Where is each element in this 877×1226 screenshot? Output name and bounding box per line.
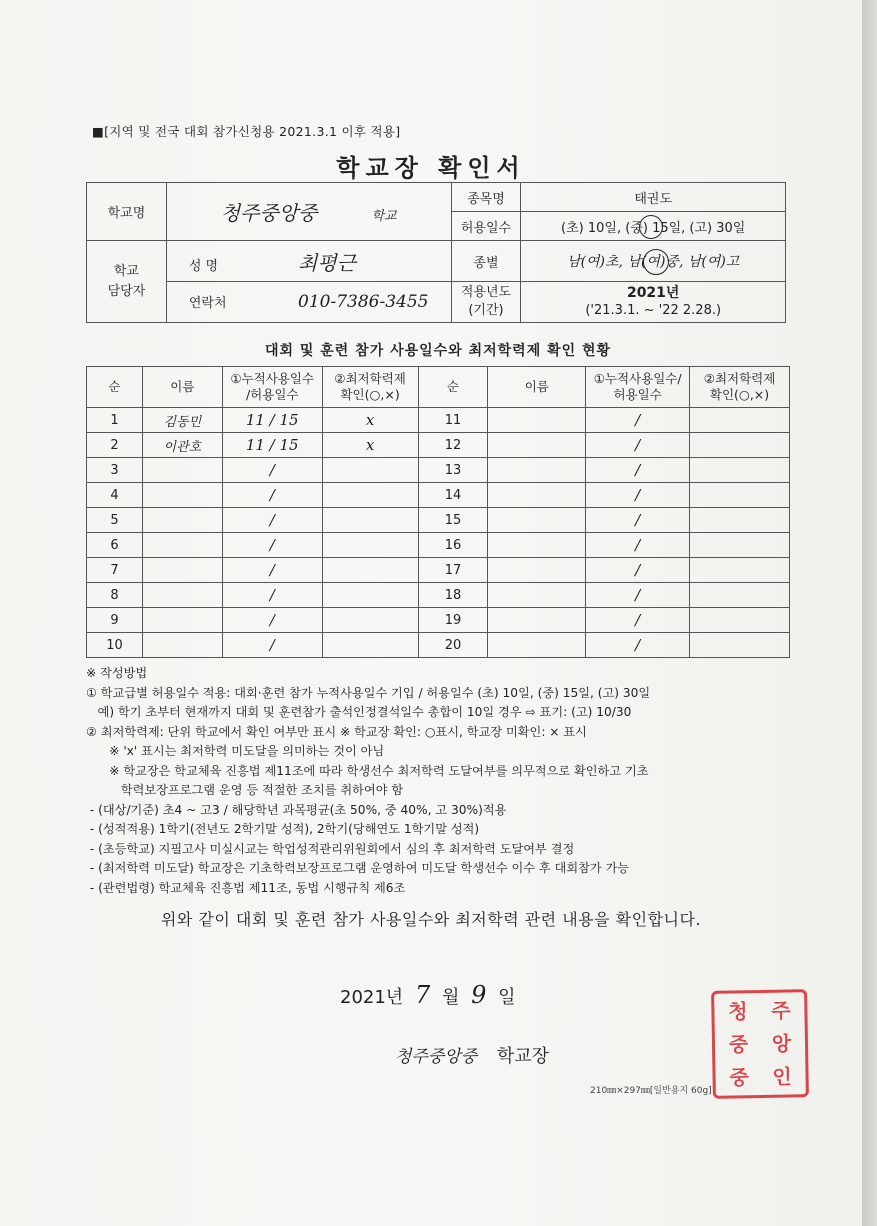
row-no: 17 (418, 558, 488, 583)
row-check: x (322, 433, 418, 458)
row-days: / (586, 583, 690, 608)
instruction-line: ※ 'x' 표시는 최저학력 미도달을 의미하는 것이 아님 (86, 744, 385, 758)
row-days: / (222, 533, 322, 558)
row-check (690, 508, 790, 533)
table-row (87, 483, 790, 508)
header-note: ■[지역 및 전국 대회 참가신청용 2021.3.1 이후 적용] (92, 124, 401, 139)
seal-char: 인 (772, 1064, 792, 1089)
date-month: 7 (414, 981, 431, 1009)
row-days: / (586, 508, 690, 533)
row-check (322, 533, 418, 558)
row-check (690, 483, 790, 508)
col-header-no: 순 (87, 367, 143, 408)
instruction-line: - (초등학교) 지필고사 미실시교는 학업성적관리위원회에서 심의 후 최저학력 도달여부 결정 (86, 841, 575, 856)
document-title: 학교장 확인서 (336, 154, 526, 182)
row-days: / (222, 608, 322, 633)
row-check (690, 633, 790, 658)
row-days: / (222, 483, 322, 508)
seal-char: 앙 (771, 1031, 792, 1056)
row-check (322, 508, 418, 533)
row-days: / (586, 558, 690, 583)
official-seal-stamp (711, 989, 809, 1099)
row-name (142, 508, 222, 533)
row-no: 9 (87, 608, 143, 633)
row-no: 6 (87, 533, 143, 558)
row-name (142, 458, 222, 483)
name-cell (166, 241, 451, 282)
row-check (322, 483, 418, 508)
row-days: / (586, 633, 690, 658)
row-days: 11 / 15 (222, 433, 322, 458)
instruction-line: - (대상/기준) 초4 ~ 고3 / 해당학년 과목평균(초 50%, 중 40%, 고 30%)적용 (86, 802, 507, 817)
date-year: 2021년 (340, 987, 404, 1008)
name-label: 성 명 (188, 258, 219, 274)
row-name: 김동민 (142, 408, 222, 433)
col-header-name: 이름 (142, 367, 222, 408)
category-label: 종별 (451, 241, 521, 282)
row-days: / (222, 458, 322, 483)
allowed-days-cell (521, 212, 786, 241)
row-no: 15 (418, 508, 488, 533)
row-no: 2 (87, 433, 143, 458)
table-row (87, 533, 790, 558)
contact-label: 연락처 (188, 296, 227, 311)
row-no: 12 (418, 433, 488, 458)
row-check (322, 458, 418, 483)
row-check (690, 458, 790, 483)
table-row (87, 408, 790, 433)
row-no: 8 (87, 583, 143, 608)
row-name (142, 483, 222, 508)
principal-school: 청주중앙중 (395, 1047, 478, 1067)
row-name (142, 558, 222, 583)
year-cell (521, 282, 786, 323)
row-name (488, 483, 586, 508)
year-label: 적용년도 (기간) (451, 282, 521, 323)
row-no: 5 (87, 508, 143, 533)
school-name-value: 청주중앙중 (220, 201, 318, 225)
instruction-line: ※ 학교장은 학교체육 진흥법 제11조에 따라 학생선수 최저학력 도달여부를 의무적으로 확인하고 기초 (86, 763, 649, 778)
row-name (488, 508, 586, 533)
confirmation-statement: 위와 같이 대회 및 훈련 참가 사용일수와 최저학력 관련 내용을 확인합니다. (160, 910, 702, 929)
row-name (142, 533, 222, 558)
row-name (488, 608, 586, 633)
col-header-days: ①누적사용일수 /허용일수 (222, 367, 322, 408)
row-check (322, 583, 418, 608)
category-value: 남(여)초, 남(여)중, 남(여)고 (567, 254, 740, 270)
table-row (87, 458, 790, 483)
row-name (142, 633, 222, 658)
row-days: / (586, 483, 690, 508)
row-no: 20 (418, 633, 488, 658)
instruction-line: ※ 작성방법 (86, 666, 148, 680)
row-name (142, 583, 222, 608)
row-check (690, 533, 790, 558)
period-value: ('21.3.1. ~ '22 2.28.) (585, 303, 722, 318)
row-name (488, 458, 586, 483)
contact-value: 010-7386-3455 (298, 292, 429, 312)
row-no: 19 (418, 608, 488, 633)
principal-signature (395, 1042, 549, 1068)
row-check (322, 633, 418, 658)
row-check (322, 558, 418, 583)
instruction-line: - (성적적용) 1학기(전년도 2학기말 성적), 2학기(당해연도 1학기말 성적) (86, 822, 480, 836)
school-name-label: 학교명 (87, 183, 167, 241)
row-no: 7 (87, 558, 143, 583)
seal-char: 주 (771, 998, 791, 1024)
date-line (340, 981, 515, 1009)
row-no: 18 (418, 583, 488, 608)
row-name (488, 433, 586, 458)
col-header-academic: ②최저학력제 확인(○,×) (690, 367, 790, 408)
row-days: / (222, 508, 322, 533)
circle-mark (643, 249, 669, 275)
row-days: / (586, 458, 690, 483)
row-days: / (222, 583, 322, 608)
row-check: x (322, 408, 418, 433)
row-no: 3 (87, 458, 143, 483)
table-row (87, 508, 790, 533)
row-check (322, 608, 418, 633)
row-name (488, 583, 586, 608)
row-days: / (586, 408, 690, 433)
participation-table (86, 366, 790, 658)
row-days: / (586, 533, 690, 558)
row-no: 4 (87, 483, 143, 508)
table-row (87, 633, 790, 658)
seal-char: 청 (728, 999, 748, 1024)
row-name (488, 633, 586, 658)
row-name (488, 533, 586, 558)
school-suffix: 학교 (371, 209, 397, 224)
table-row (87, 608, 790, 633)
section-title: 대회 및 훈련 참가 사용일수와 최저학력제 확인 현황 (264, 343, 612, 359)
table-row (87, 583, 790, 608)
row-name (142, 608, 222, 633)
row-check (690, 583, 790, 608)
page-edge (862, 0, 877, 1226)
school-name-cell (166, 183, 451, 241)
row-no: 14 (418, 483, 488, 508)
row-name: 이관호 (142, 433, 222, 458)
instruction-line: - (관련법령) 학교체육 진흥법 제11조, 동법 시행규칙 제6조 (86, 880, 406, 895)
allowed-days-value: (초) 10일, (중) 15일, (고) 30일 (561, 220, 746, 236)
paper-size-note: 210㎜×297㎜[일반용지 60g] (590, 1086, 712, 1096)
info-table (86, 182, 786, 323)
row-check (690, 408, 790, 433)
seal-char: 중 (728, 1032, 749, 1057)
row-no: 1 (87, 408, 143, 433)
event-value: 태권도 (521, 183, 786, 212)
manager-label: 학교 담당자 (87, 241, 167, 323)
category-cell (521, 241, 786, 282)
instructions (86, 664, 798, 898)
instruction-line: - (최저학력 미도달) 학교장은 기초학력보장프로그램 운영하여 미도달 학생선수 이수 후 대회참가 가능 (86, 861, 630, 875)
table-row (87, 558, 790, 583)
contact-cell (166, 282, 451, 323)
row-name (488, 408, 586, 433)
row-check (690, 558, 790, 583)
event-label: 종목명 (451, 183, 521, 212)
instruction-line: 학력보장프로그램 운영 등 적절한 조치를 취하여야 함 (86, 783, 404, 797)
instruction-line: ② 최저학력제: 단위 학교에서 확인 여부만 표시 ※ 학교장 확인: ○표시, 학교장 미확인: × 표시 (86, 724, 587, 739)
row-days: / (222, 633, 322, 658)
allowed-days-label: 허용일수 (451, 212, 521, 241)
table-row (87, 433, 790, 458)
date-month-unit: 월 (441, 987, 460, 1008)
row-check (690, 433, 790, 458)
row-days: / (222, 558, 322, 583)
row-days: 11 / 15 (222, 408, 322, 433)
date-day: 9 (471, 981, 487, 1009)
row-no: 16 (418, 533, 488, 558)
instruction-line: 예) 학기 초부터 현재까지 대회 및 훈련참가 출석인정결석일수 총합이 10일 경우 ⇨ 표기: (고) 10/30 (86, 705, 632, 719)
row-days: / (586, 433, 690, 458)
col-header-name: 이름 (488, 367, 586, 408)
row-no: 10 (87, 633, 143, 658)
row-check (690, 608, 790, 633)
date-day-unit: 일 (498, 987, 516, 1008)
name-value: 최평근 (298, 250, 356, 275)
principal-title: 학교장 (496, 1046, 550, 1067)
row-days: / (586, 608, 690, 633)
instruction-line: ① 학교급별 허용일수 적용: 대회·훈련 참가 누적사용일수 기입 / 허용일수 (초) 10일, (중) 15일, (고) 30일 (86, 685, 651, 700)
col-header-days: ①누적사용일수/ 허용일수 (586, 367, 690, 408)
row-no: 13 (418, 458, 488, 483)
seal-char: 중 (729, 1064, 749, 1090)
row-name (488, 558, 586, 583)
col-header-no: 순 (418, 367, 488, 408)
col-header-academic: ②최저학력제 확인(○,×) (322, 367, 418, 408)
row-no: 11 (418, 408, 488, 433)
year-value: 2021년 (626, 285, 680, 301)
